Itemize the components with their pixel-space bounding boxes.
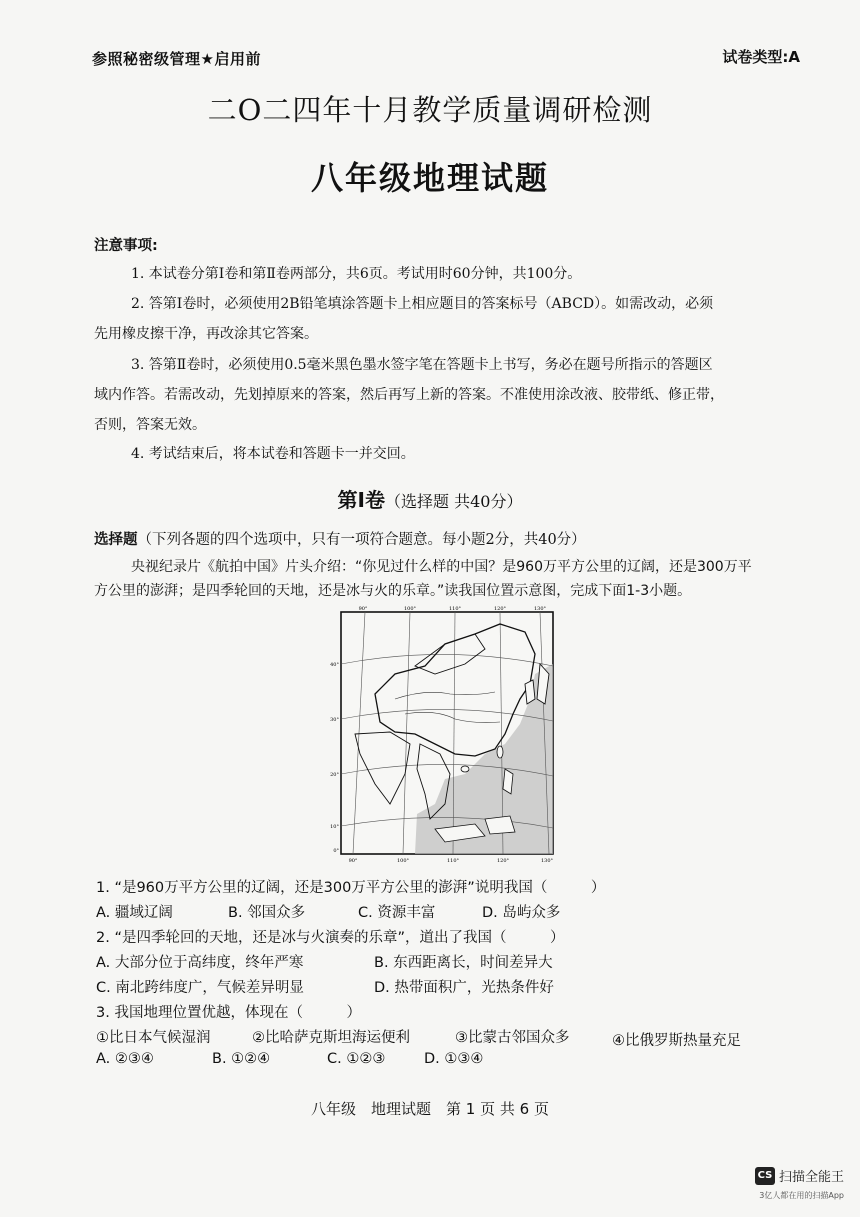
notice-line: 1. 本试卷分第Ⅰ卷和第Ⅱ卷两部分，共6页。考试用时60分钟，共100分。 — [131, 266, 582, 282]
lon-label-bottom: 130° — [540, 858, 554, 864]
instructions-rest: （下列各题的四个选项中，只有一项符合题意。每小题2分，共40分） — [137, 532, 586, 548]
intro-line: 央视纪录片《航拍中国》片头介绍：“你见过什么样的中国？是960万平方公里的辽阔，还是300万平 — [131, 559, 752, 575]
notice-line: 2. 答第Ⅰ卷时，必须使用2B铅笔填涂答题卡上相应题目的答案标号（ABCD）。如需改动，必须 — [131, 296, 714, 312]
lat-label: 40° — [330, 662, 339, 668]
lat-label: 0° — [333, 848, 339, 854]
lon-label-bottom: 90° — [348, 858, 358, 864]
option-1b: B. 邻国众多 — [228, 905, 306, 921]
lon-label-top: 90° — [358, 606, 368, 612]
section-desc: （选择题 共40分） — [385, 492, 523, 511]
lon-label-top: 120° — [493, 606, 507, 612]
section-name: 第Ⅰ卷 — [337, 488, 385, 512]
exam-title: 二O二四年十月教学质量调研检测 — [207, 93, 653, 127]
question-3: 3. 我国地理位置优越，体现在（ ） — [96, 1005, 361, 1021]
lon-label-top: 130° — [533, 606, 547, 612]
option-3b: B. ①②④ — [212, 1051, 271, 1067]
lon-label-bottom: 120° — [496, 858, 510, 864]
option-3a: A. ②③④ — [96, 1051, 154, 1067]
exam-subtitle: 八年级地理试题 — [310, 159, 549, 197]
option-2c: C. 南北跨纬度广，气候差异明显 — [96, 980, 304, 996]
lat-label: 10° — [330, 824, 339, 830]
statement-2: ②比哈萨克斯坦海运便利 — [252, 1030, 410, 1046]
lon-label-top: 110° — [448, 606, 462, 612]
paper-type-label: 试卷类型:A — [722, 48, 800, 66]
option-1a: A. 疆域辽阔 — [96, 905, 173, 921]
option-2a: A. 大部分位于高纬度，终年严寒 — [96, 955, 304, 971]
confidential-label: 参照秘密级管理★启用前 — [92, 50, 261, 68]
option-2b: B. 东西距离长，时间差异大 — [374, 955, 553, 971]
notice-heading: 注意事项: — [94, 238, 158, 254]
notice-line: 先用橡皮擦干净，再改涂其它答案。 — [94, 326, 318, 342]
lon-label-bottom: 100° — [396, 858, 410, 864]
notice-line: 3. 答第Ⅱ卷时，必须使用0.5毫米黑色墨水签字笔在答题卡上书写，务必在题号所指示的答题区 — [131, 357, 713, 373]
instructions-lead: 选择题 — [94, 532, 138, 548]
watermark-name: 扫描全能王 — [778, 1170, 844, 1185]
notice-line: 域内作答。若需改动，先划掉原来的答案，然后再写上新的答案。不准使用涂改液、胶带纸、修正带， — [94, 387, 724, 403]
notice-line: 4. 考试结束后，将本试卷和答题卡一并交回。 — [131, 446, 415, 462]
section-heading — [0, 484, 860, 513]
question-2: 2. “是四季轮回的天地，还是冰与火演奏的乐章”，道出了我国（ ） — [96, 930, 565, 946]
option-3d: D. ①③④ — [424, 1051, 484, 1067]
china-location-map — [330, 604, 560, 864]
lon-label-bottom: 110° — [446, 858, 460, 864]
instructions — [94, 528, 586, 549]
camscanner-logo-icon: CS — [755, 1167, 775, 1185]
scanner-watermark — [755, 1166, 844, 1185]
statement-1: ①比日本气候湿润 — [96, 1030, 211, 1046]
option-2d: D. 热带面积广，光热条件好 — [374, 980, 554, 996]
intro-line: 方公里的澎湃；是四季轮回的天地，还是冰与火的乐章。”读我国位置示意图，完成下面1-3小题。 — [94, 583, 692, 599]
option-3c: C. ①②③ — [327, 1051, 386, 1067]
statement-4: ④比俄罗斯热量充足 — [612, 1033, 741, 1049]
watermark-subtitle: 3亿人都在用的扫描App — [759, 1191, 844, 1200]
lon-label-top: 100° — [403, 606, 417, 612]
question-1: 1. “是960万平方公里的辽阔，还是300万平方公里的澎湃”说明我国（ ） — [96, 880, 606, 896]
option-1c: C. 资源丰富 — [358, 905, 436, 921]
lat-label: 30° — [330, 717, 339, 723]
statement-3: ③比蒙古邻国众多 — [455, 1030, 570, 1046]
notice-line: 否则，答案无效。 — [94, 417, 206, 433]
page-footer: 八年级 地理试题 第 1 页 共 6 页 — [311, 1100, 549, 1118]
option-1d: D. 岛屿众多 — [482, 905, 561, 921]
lat-label: 20° — [330, 772, 339, 778]
